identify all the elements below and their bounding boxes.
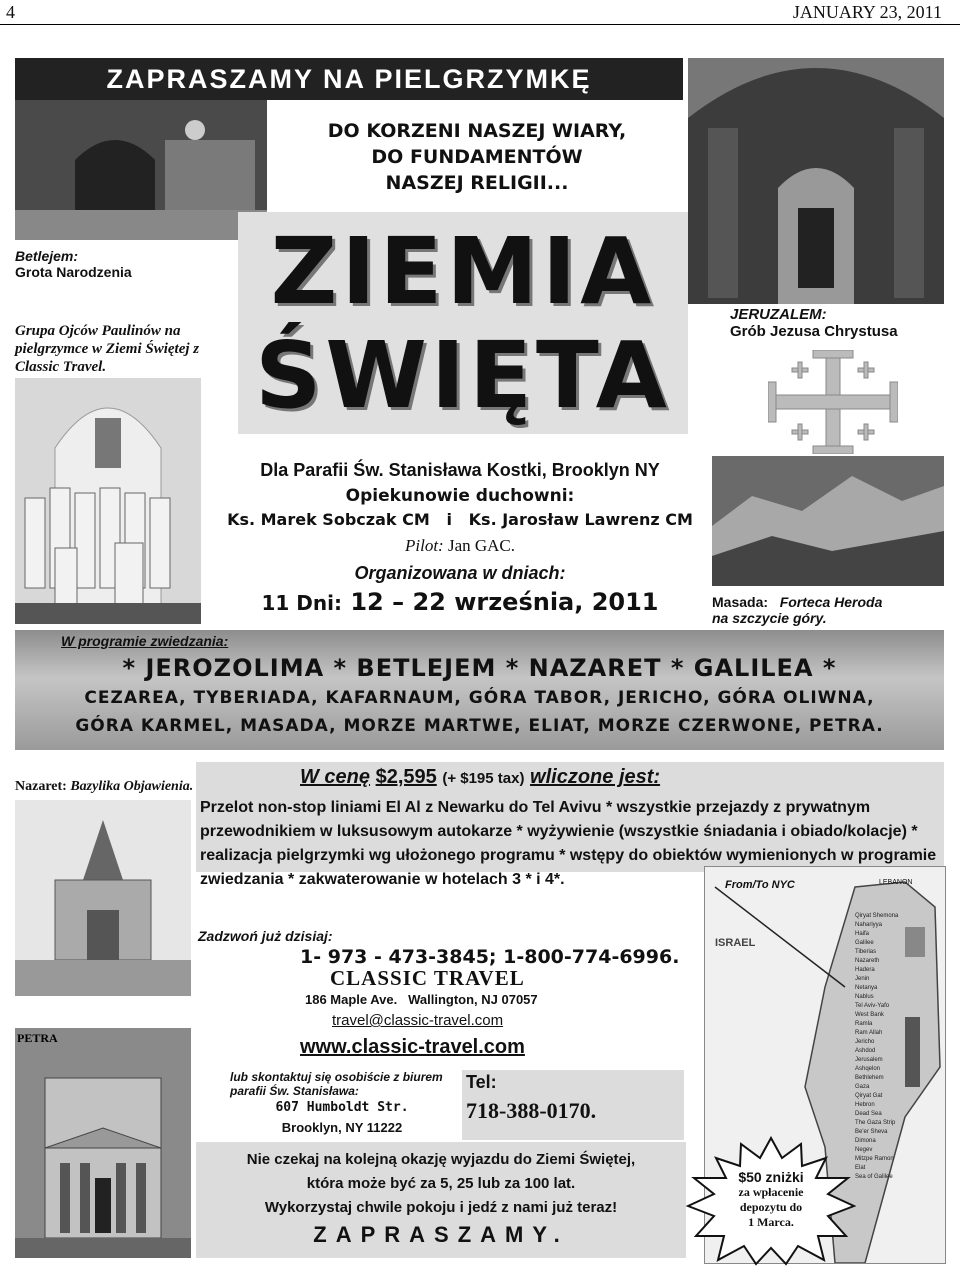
dates: 11 Dni: 12 – 22 września, 2011 bbox=[261, 588, 659, 616]
pilot: Pilot: Jan GAC. bbox=[404, 536, 516, 555]
parish-name: Dla Parafii Św. Stanisława Kostki, Brooklyn NY bbox=[260, 460, 660, 480]
page-number: 4 bbox=[6, 2, 15, 22]
petra-photo bbox=[15, 1028, 191, 1258]
masada-caption: Masada: Forteca Heroda na szczycie góry. bbox=[712, 594, 883, 626]
masada-photo bbox=[712, 456, 944, 586]
jeruzalem-photo bbox=[688, 58, 944, 304]
nazaret-photo bbox=[15, 800, 191, 996]
subtitle: DO KORZENI NASZEJ WIARY, DO FUNDAMENTÓW NASZEJ RELIGII... bbox=[327, 120, 627, 194]
header-rule bbox=[0, 24, 960, 25]
program-line3: GÓRA KARMEL, MASADA, MORZE MARTWE, ELIAT, MORZE CZERWONE, PETRA. bbox=[75, 716, 884, 736]
organizowana: Organizowana w dniach: bbox=[354, 563, 566, 583]
jerusalem-cross-icon bbox=[768, 350, 898, 454]
opiekunowie: Opiekunowie duchowni: bbox=[345, 486, 575, 506]
map-places: Qiryat Shemona Nahariyya Haifa Galilee Tiberias Nazareth Hadera Jenin Netanya Nablus Tel Aviv-Yafo West Bank Ramla Ram Allah Jericho Ashdod Jerusalem Ashqelon Bethlehem Gaza Qiryat Gat Hebron Dead Sea The Gaza Strip Be'er Sheva Dimona Negev Mitzpe Ramon Elat Sea of Galilee bbox=[855, 913, 899, 1180]
grupa-caption: Grupa Ojców Paulinów na pielgrzymce w Ziemi Świętej z Classic Travel. bbox=[15, 323, 200, 375]
main-title-line2: ŚWIĘTA bbox=[255, 322, 671, 429]
price-heading: W cenę $2,595 (+ $195 tax) wliczone jest: bbox=[300, 766, 661, 788]
zadzwon: Zadzwoń już dzisiaj: bbox=[198, 928, 333, 944]
program-line1: * JEROZOLIMA * BETLEJEM * NAZARET * GALILEA * bbox=[122, 654, 837, 682]
jeruzalem-caption: JERUZALEM: Grób Jezusa Chrystusa bbox=[730, 306, 898, 340]
company-address: 186 Maple Ave. Wallington, NJ 07057 bbox=[305, 992, 538, 1007]
phones[interactable]: 1- 973 - 473-3845; 1-800-774-6996. bbox=[300, 946, 680, 968]
page-date: JANUARY 23, 2011 bbox=[792, 2, 942, 22]
group-photo bbox=[15, 378, 201, 624]
company-name: CLASSIC TRAVEL bbox=[330, 966, 525, 990]
program-label: W programie zwiedzania: bbox=[61, 633, 229, 649]
tel-number[interactable]: 718-388-0170. bbox=[466, 1098, 597, 1123]
program-band bbox=[15, 630, 944, 750]
betlejem-caption: Betlejem: Grota Narodzenia bbox=[15, 248, 132, 280]
closing-text: Nie czekaj na kolejną okazję wyjazdu do Ziemi Świętej, która może być za 5, 25 lub za 100 lat. Wykorzystaj chwile pokoju i jedź z nami już teraz! bbox=[246, 1151, 636, 1216]
betlejem-photo bbox=[15, 100, 267, 240]
main-title-line1: ZIEMIA bbox=[270, 218, 656, 325]
parish-street: 607 Humboldt Str. bbox=[275, 1100, 409, 1115]
website-link[interactable]: www.classic-travel.com bbox=[300, 1036, 525, 1058]
discount-starburst bbox=[686, 1136, 856, 1266]
closing-zapraszamy: ZAPRASZAMY. bbox=[313, 1222, 569, 1247]
map-country: ISRAEL bbox=[715, 937, 756, 949]
title-banner: ZAPRASZAMY NA PIELGRZYMKĘ bbox=[15, 58, 683, 100]
email-link[interactable]: travel@classic-travel.com bbox=[332, 1012, 504, 1029]
nazaret-caption: Nazaret: Bazylika Objawienia. bbox=[15, 779, 194, 794]
petra-caption: PETRA bbox=[17, 1031, 58, 1045]
ksieza: Ks. Marek Sobczak CM i Ks. Jarosław Lawrenz CM bbox=[227, 510, 693, 529]
map-lebanon: LEBANON bbox=[879, 879, 913, 886]
tel-label: Tel: bbox=[466, 1072, 497, 1092]
discount-text: $50 zniżki za wpłacenie depozytu do 1 Marca. bbox=[738, 1169, 804, 1229]
personal-contact: lub skontaktuj się osobiście z biurem parafii Św. Stanisława: bbox=[230, 1070, 443, 1098]
parish-city: Brooklyn, NY 11222 bbox=[281, 1120, 403, 1135]
program-line2: CEZAREA, TYBERIADA, KAFARNAUM, GÓRA TABOR, JERICHO, GÓRA OLIWNA, bbox=[84, 688, 875, 708]
price-details: Przelot non-stop liniami El Al z Newarku do Tel Avivu * wszystkie przejazdy z prywatnym przewodnikiem w luksusowym autokarze * wyżywienie (wszystkie śniadania i obiado/kolacje) * realizacja pielgrzymki wg ułożonego programu * wstępy do obiektów wymienionych w programie zwiedzania * zakwaterowanie w hotelach 3 * i 4*. bbox=[200, 799, 937, 888]
map-from-to: From/To NYC bbox=[725, 879, 795, 891]
